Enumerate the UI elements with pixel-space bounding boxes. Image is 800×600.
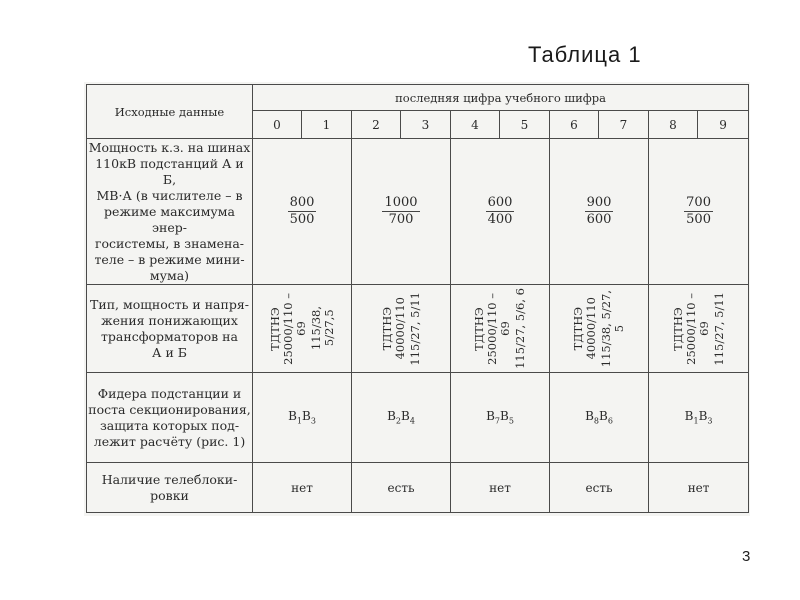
header-row-group — [87, 85, 749, 111]
transformer-type-text: ТДТНЭ 25000/110 – 69 — [267, 292, 308, 365]
label-line: теле – в режиме мини- — [94, 251, 245, 267]
feeder-a: B — [486, 409, 495, 424]
feeder-a: B — [387, 409, 396, 424]
power-numerator: 800 — [289, 195, 315, 210]
transformers-row — [87, 285, 749, 373]
feeder-a-index: 2 — [395, 416, 401, 426]
label-line: режиме максимума энер- — [104, 203, 235, 235]
transformer-type-text: ТДТНЭ 40000/110 — [379, 297, 407, 360]
power-denominator: 500 — [289, 212, 315, 227]
transformers-label-cell — [87, 285, 253, 373]
feeder-b: B — [302, 409, 311, 424]
feeder-b: B — [698, 409, 708, 424]
transformer-voltage-text: 115/27, 5/11 — [407, 291, 422, 366]
label-line: поста секционирования, — [88, 401, 251, 417]
feeders-label-cell — [87, 373, 253, 463]
transformer-type-text: ТДТНЭ 25000/110 – 69 — [472, 292, 512, 365]
feeder-value-cell — [253, 373, 352, 463]
power-denominator: 600 — [586, 212, 612, 227]
power-value-cell — [451, 139, 550, 285]
power-value-cell — [550, 139, 649, 285]
feeder-value-cell — [550, 373, 649, 463]
feeder-b: B — [401, 409, 410, 424]
feeder-b-index: 3 — [310, 416, 316, 426]
teleblock-value-cell: есть — [352, 463, 451, 513]
transformer-value-cell — [550, 285, 649, 373]
power-numerator: 1000 — [384, 195, 418, 210]
header-last-digit-cell: последняя цифра учебного шифра — [253, 85, 749, 111]
label-line: трансформаторов на — [101, 328, 238, 344]
teleblock-label-cell — [87, 463, 253, 513]
label-line: мума) — [149, 267, 190, 283]
teleblock-value-cell: нет — [649, 463, 749, 513]
label-line: защита которых под- — [99, 417, 240, 433]
teleblock-value-cell: есть — [550, 463, 649, 513]
feeder-a: B — [684, 409, 694, 424]
digit-cell: 7 — [599, 111, 649, 139]
digit-cell: 0 — [253, 111, 302, 139]
power-value-cell — [352, 139, 451, 285]
power-denominator: 700 — [388, 212, 414, 227]
transformer-type-text: ТДТНЭ 25000/110 – 69 — [670, 292, 711, 365]
label-line: А и Б — [152, 344, 187, 360]
feeder-a-index: 1 — [296, 416, 302, 426]
digit-cell: 9 — [698, 111, 749, 139]
transformer-value-cell — [451, 285, 550, 373]
power-value-cell — [649, 139, 749, 285]
label-line: Тип, мощность и напря- — [90, 296, 249, 312]
transformer-voltage-text: 115/27, 5/6, 6 — [513, 288, 527, 369]
label-line: лежит расчёту (рис. 1) — [93, 433, 246, 449]
digit-cell: 1 — [302, 111, 352, 139]
feeder-a-index: 8 — [593, 416, 599, 426]
power-value-cell — [253, 139, 352, 285]
feeder-b-index: 6 — [607, 416, 613, 426]
digit-cell: 8 — [649, 111, 698, 139]
label-line: ровки — [150, 487, 189, 503]
digit-cell: 5 — [500, 111, 550, 139]
transformer-type-text: ТДТНЭ 40000/110 — [571, 297, 598, 360]
feeder-b-index: 5 — [508, 416, 514, 426]
digit-cell: 2 — [352, 111, 401, 139]
feeder-b-index: 4 — [409, 416, 415, 426]
feeder-b-index: 3 — [707, 416, 713, 426]
power-fraction — [684, 195, 713, 228]
power-label-cell — [87, 139, 253, 285]
power-fraction — [382, 195, 419, 228]
label-line: Наличие телеблоки- — [101, 471, 238, 487]
transformer-voltage-text: 115/27, 5/11 — [711, 291, 726, 366]
feeder-a: B — [585, 409, 594, 424]
feeder-b: B — [500, 409, 509, 424]
feeder-a-index: 1 — [693, 416, 699, 426]
label-line: 110кВ подстанций А и Б, — [95, 155, 244, 187]
teleblock-value-cell: нет — [451, 463, 550, 513]
feeder-a-index: 7 — [494, 416, 500, 426]
transformer-value-cell — [253, 285, 352, 373]
transformer-value-cell — [649, 285, 749, 373]
header-source-data-cell: Исходные данные — [87, 85, 253, 139]
source-data-table — [86, 84, 749, 513]
transformer-voltage-text: 115/38, 5/27, 5 — [599, 289, 626, 368]
transformer-value-cell — [352, 285, 451, 373]
label-line: Фидера подстанции и — [97, 385, 242, 401]
teleblock-row — [87, 463, 749, 513]
power-numerator: 600 — [487, 195, 513, 210]
page-number: 3 — [742, 548, 751, 565]
feeder-value-cell — [649, 373, 749, 463]
label-line: жения понижающих — [101, 312, 238, 328]
digit-cell: 3 — [401, 111, 451, 139]
transformer-voltage-text: 115/38, 5/27,5 — [308, 306, 336, 351]
digit-cell: 4 — [451, 111, 500, 139]
feeders-row — [87, 373, 749, 463]
power-numerator: 700 — [686, 195, 711, 210]
teleblock-value-cell: нет — [253, 463, 352, 513]
power-row — [87, 139, 749, 285]
power-fraction — [288, 195, 317, 228]
power-denominator: 400 — [487, 212, 513, 227]
page-title: Таблица 1 — [528, 42, 642, 67]
power-denominator: 500 — [686, 212, 711, 227]
label-line: госистемы, в знамена- — [94, 235, 245, 251]
label-line: МВ·А (в числителе – в — [96, 187, 243, 203]
power-fraction — [585, 195, 614, 228]
label-line: Мощность к.з. на шинах — [88, 139, 251, 155]
power-numerator: 900 — [586, 195, 612, 210]
feeder-value-cell — [451, 373, 550, 463]
feeder-b: B — [599, 409, 608, 424]
power-fraction — [486, 195, 515, 228]
digit-cell: 6 — [550, 111, 599, 139]
feeder-a: B — [288, 409, 297, 424]
feeder-value-cell — [352, 373, 451, 463]
